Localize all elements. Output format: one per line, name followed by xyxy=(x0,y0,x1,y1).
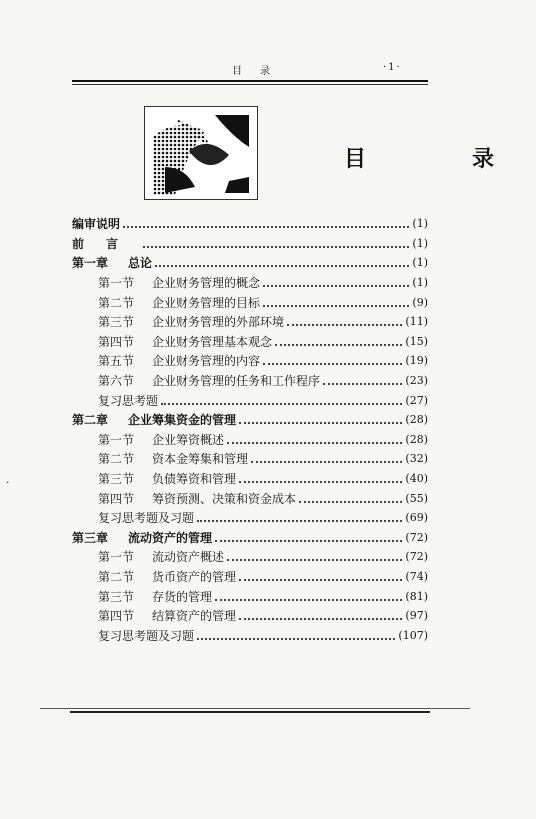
toc-entry-title: 企业财务管理的目标 xyxy=(152,295,261,310)
toc-entry-label xyxy=(98,588,212,605)
toc-entry-title: 企业筹资概述 xyxy=(152,432,225,447)
toc-entry-number: 第二节 xyxy=(98,452,135,467)
toc-section-row xyxy=(72,273,428,293)
toc-entry-page: (1) xyxy=(412,276,428,290)
toc-entry-label xyxy=(72,529,212,546)
toc-entry-page: (28) xyxy=(405,413,428,427)
toc-entry-number: 第一节 xyxy=(98,276,135,291)
running-header-title: 目录 xyxy=(232,66,288,77)
leader-dots xyxy=(239,421,402,424)
leader-dots xyxy=(227,558,402,561)
leader-dots xyxy=(161,402,402,405)
toc-entry-page: (32) xyxy=(405,452,428,466)
toc-entry-label xyxy=(98,627,194,644)
header-rule xyxy=(72,80,428,82)
toc-entry-title: 企业财务管理的内容 xyxy=(152,354,261,369)
toc-entry-page: (40) xyxy=(405,472,428,486)
toc-entry-page: (97) xyxy=(405,609,428,623)
toc-entry-page: (1) xyxy=(412,236,428,250)
toc-entry-label xyxy=(72,215,120,232)
toc-chapter-row xyxy=(72,253,428,273)
toc-entry-page: (19) xyxy=(405,354,428,368)
toc-entry-label xyxy=(98,490,296,507)
toc-entry-number: 编审说明 xyxy=(72,217,121,232)
toc-entry-label xyxy=(98,294,260,311)
toc-entry-label xyxy=(98,431,224,448)
leader-dots xyxy=(227,441,402,444)
toc-entry-number: 第二节 xyxy=(98,295,135,310)
toc-section-row xyxy=(72,390,428,410)
leader-dots xyxy=(155,264,409,267)
toc-entry-title: 负债筹资和管理 xyxy=(152,472,237,487)
toc-entry-page: (27) xyxy=(405,393,428,407)
toc-entry-page: (23) xyxy=(405,374,428,388)
leader-dots xyxy=(123,225,409,228)
page-title: 目 录 xyxy=(344,147,536,172)
toc-section-row xyxy=(72,292,428,312)
toc-entry-number: 第一节 xyxy=(98,432,135,447)
toc-entry-label xyxy=(98,607,236,624)
toc-chapter-row xyxy=(72,528,428,548)
toc-entry-title: 企业筹集资金的管理 xyxy=(128,413,237,428)
toc-chapter-row xyxy=(72,234,428,254)
header-rule-thin xyxy=(72,84,428,85)
toc-entry-number: 第一章 xyxy=(72,256,109,271)
toc-entry-title: 企业财务管理基本观念 xyxy=(152,334,273,349)
margin-mark: · xyxy=(6,476,10,489)
toc-entry-label xyxy=(72,235,140,252)
toc-section-row xyxy=(72,586,428,606)
toc-entry-page: (55) xyxy=(405,491,428,505)
toc-entry-number: 第四节 xyxy=(98,334,135,349)
toc-entry-label xyxy=(98,509,194,526)
toc-section-row xyxy=(72,332,428,352)
toc-entry-title: 存货的管理 xyxy=(152,589,213,604)
table-of-contents xyxy=(72,214,428,645)
leader-dots xyxy=(275,343,402,346)
toc-entry-title: 总论 xyxy=(128,256,153,271)
halftone-ornament-image xyxy=(144,106,258,200)
toc-section-row xyxy=(72,351,428,371)
toc-chapter-row xyxy=(72,410,428,430)
toc-section-row xyxy=(72,430,428,450)
toc-entry-label xyxy=(98,568,236,585)
toc-section-row xyxy=(72,567,428,587)
toc-entry-number: 复习思考题及习题 xyxy=(98,628,195,643)
toc-entry-title: 企业财务管理的概念 xyxy=(152,276,261,291)
toc-section-row xyxy=(72,625,428,645)
toc-entry-page: (74) xyxy=(405,569,428,583)
toc-entry-label xyxy=(98,352,260,369)
toc-entry-number: 第六节 xyxy=(98,374,135,389)
toc-entry-page: (1) xyxy=(412,217,428,231)
leader-dots xyxy=(215,539,402,542)
toc-entry-number: 第四节 xyxy=(98,609,135,624)
toc-entry-label xyxy=(98,470,236,487)
running-header xyxy=(0,62,505,78)
leader-dots xyxy=(239,480,402,483)
toc-entry-label xyxy=(98,372,320,389)
toc-entry-title: 资本金筹集和管理 xyxy=(152,452,249,467)
toc-section-row xyxy=(72,606,428,626)
leader-dots xyxy=(215,598,402,601)
toc-chapter-row xyxy=(72,214,428,234)
toc-entry-number: 第二章 xyxy=(72,413,109,428)
toc-entry-page: (69) xyxy=(405,511,428,525)
toc-entry-page: (15) xyxy=(405,334,428,348)
toc-section-row xyxy=(72,508,428,528)
toc-section-row xyxy=(72,488,428,508)
footer-rule-thick xyxy=(70,711,430,713)
leader-dots xyxy=(143,245,409,248)
toc-section-row xyxy=(72,449,428,469)
toc-entry-label xyxy=(98,333,272,350)
page-number: ·1· xyxy=(383,62,402,73)
toc-entry-page: (9) xyxy=(412,295,428,309)
toc-entry-number: 第三章 xyxy=(72,530,109,545)
toc-section-row xyxy=(72,547,428,567)
leader-dots xyxy=(197,637,395,640)
toc-section-row xyxy=(72,371,428,391)
toc-entry-page: (28) xyxy=(405,432,428,446)
toc-entry-title: 货币资产的管理 xyxy=(152,569,237,584)
toc-entry-label xyxy=(98,392,158,409)
toc-entry-title: 流动资产的管理 xyxy=(128,530,213,545)
toc-section-row xyxy=(72,469,428,489)
leader-dots xyxy=(263,304,409,307)
leader-dots xyxy=(263,362,402,365)
leader-dots xyxy=(239,617,402,620)
toc-entry-page: (72) xyxy=(405,530,428,544)
toc-entry-number: 前言 xyxy=(72,236,141,251)
toc-entry-number: 第三节 xyxy=(98,589,135,604)
toc-entry-number: 第四节 xyxy=(98,491,135,506)
toc-entry-title: 企业财务管理的外部环境 xyxy=(152,315,285,330)
leader-dots xyxy=(299,500,402,503)
toc-entry-title: 流动资产概述 xyxy=(152,550,225,565)
leader-dots xyxy=(323,382,402,385)
toc-entry-title: 结算资产的管理 xyxy=(152,609,237,624)
toc-entry-label xyxy=(98,548,224,565)
toc-entry-page: (81) xyxy=(405,589,428,603)
leader-dots xyxy=(197,519,402,522)
toc-entry-label xyxy=(72,254,152,271)
toc-entry-title: 筹资预测、决策和资金成本 xyxy=(152,491,297,506)
toc-entry-number: 第五节 xyxy=(98,354,135,369)
toc-entry-page: (1) xyxy=(412,256,428,270)
toc-entry-page: (72) xyxy=(405,550,428,564)
leader-dots xyxy=(239,578,402,581)
leader-dots xyxy=(251,460,402,463)
footer-rule xyxy=(40,708,470,709)
toc-entry-number: 复习思考题 xyxy=(98,393,159,408)
toc-entry-number: 第三节 xyxy=(98,315,135,330)
toc-entry-title: 企业财务管理的任务和工作程序 xyxy=(152,374,321,389)
leader-dots xyxy=(287,323,402,326)
toc-entry-page: (11) xyxy=(405,315,428,329)
toc-entry-number: 复习思考题及习题 xyxy=(98,511,195,526)
toc-entry-label xyxy=(72,411,236,428)
toc-entry-label xyxy=(98,274,260,291)
toc-entry-page: (107) xyxy=(398,628,428,642)
toc-entry-number: 第二节 xyxy=(98,569,135,584)
leader-dots xyxy=(263,284,409,287)
toc-section-row xyxy=(72,312,428,332)
toc-entry-label xyxy=(98,313,284,330)
toc-entry-number: 第三节 xyxy=(98,472,135,487)
toc-entry-label xyxy=(98,450,248,467)
toc-entry-number: 第一节 xyxy=(98,550,135,565)
